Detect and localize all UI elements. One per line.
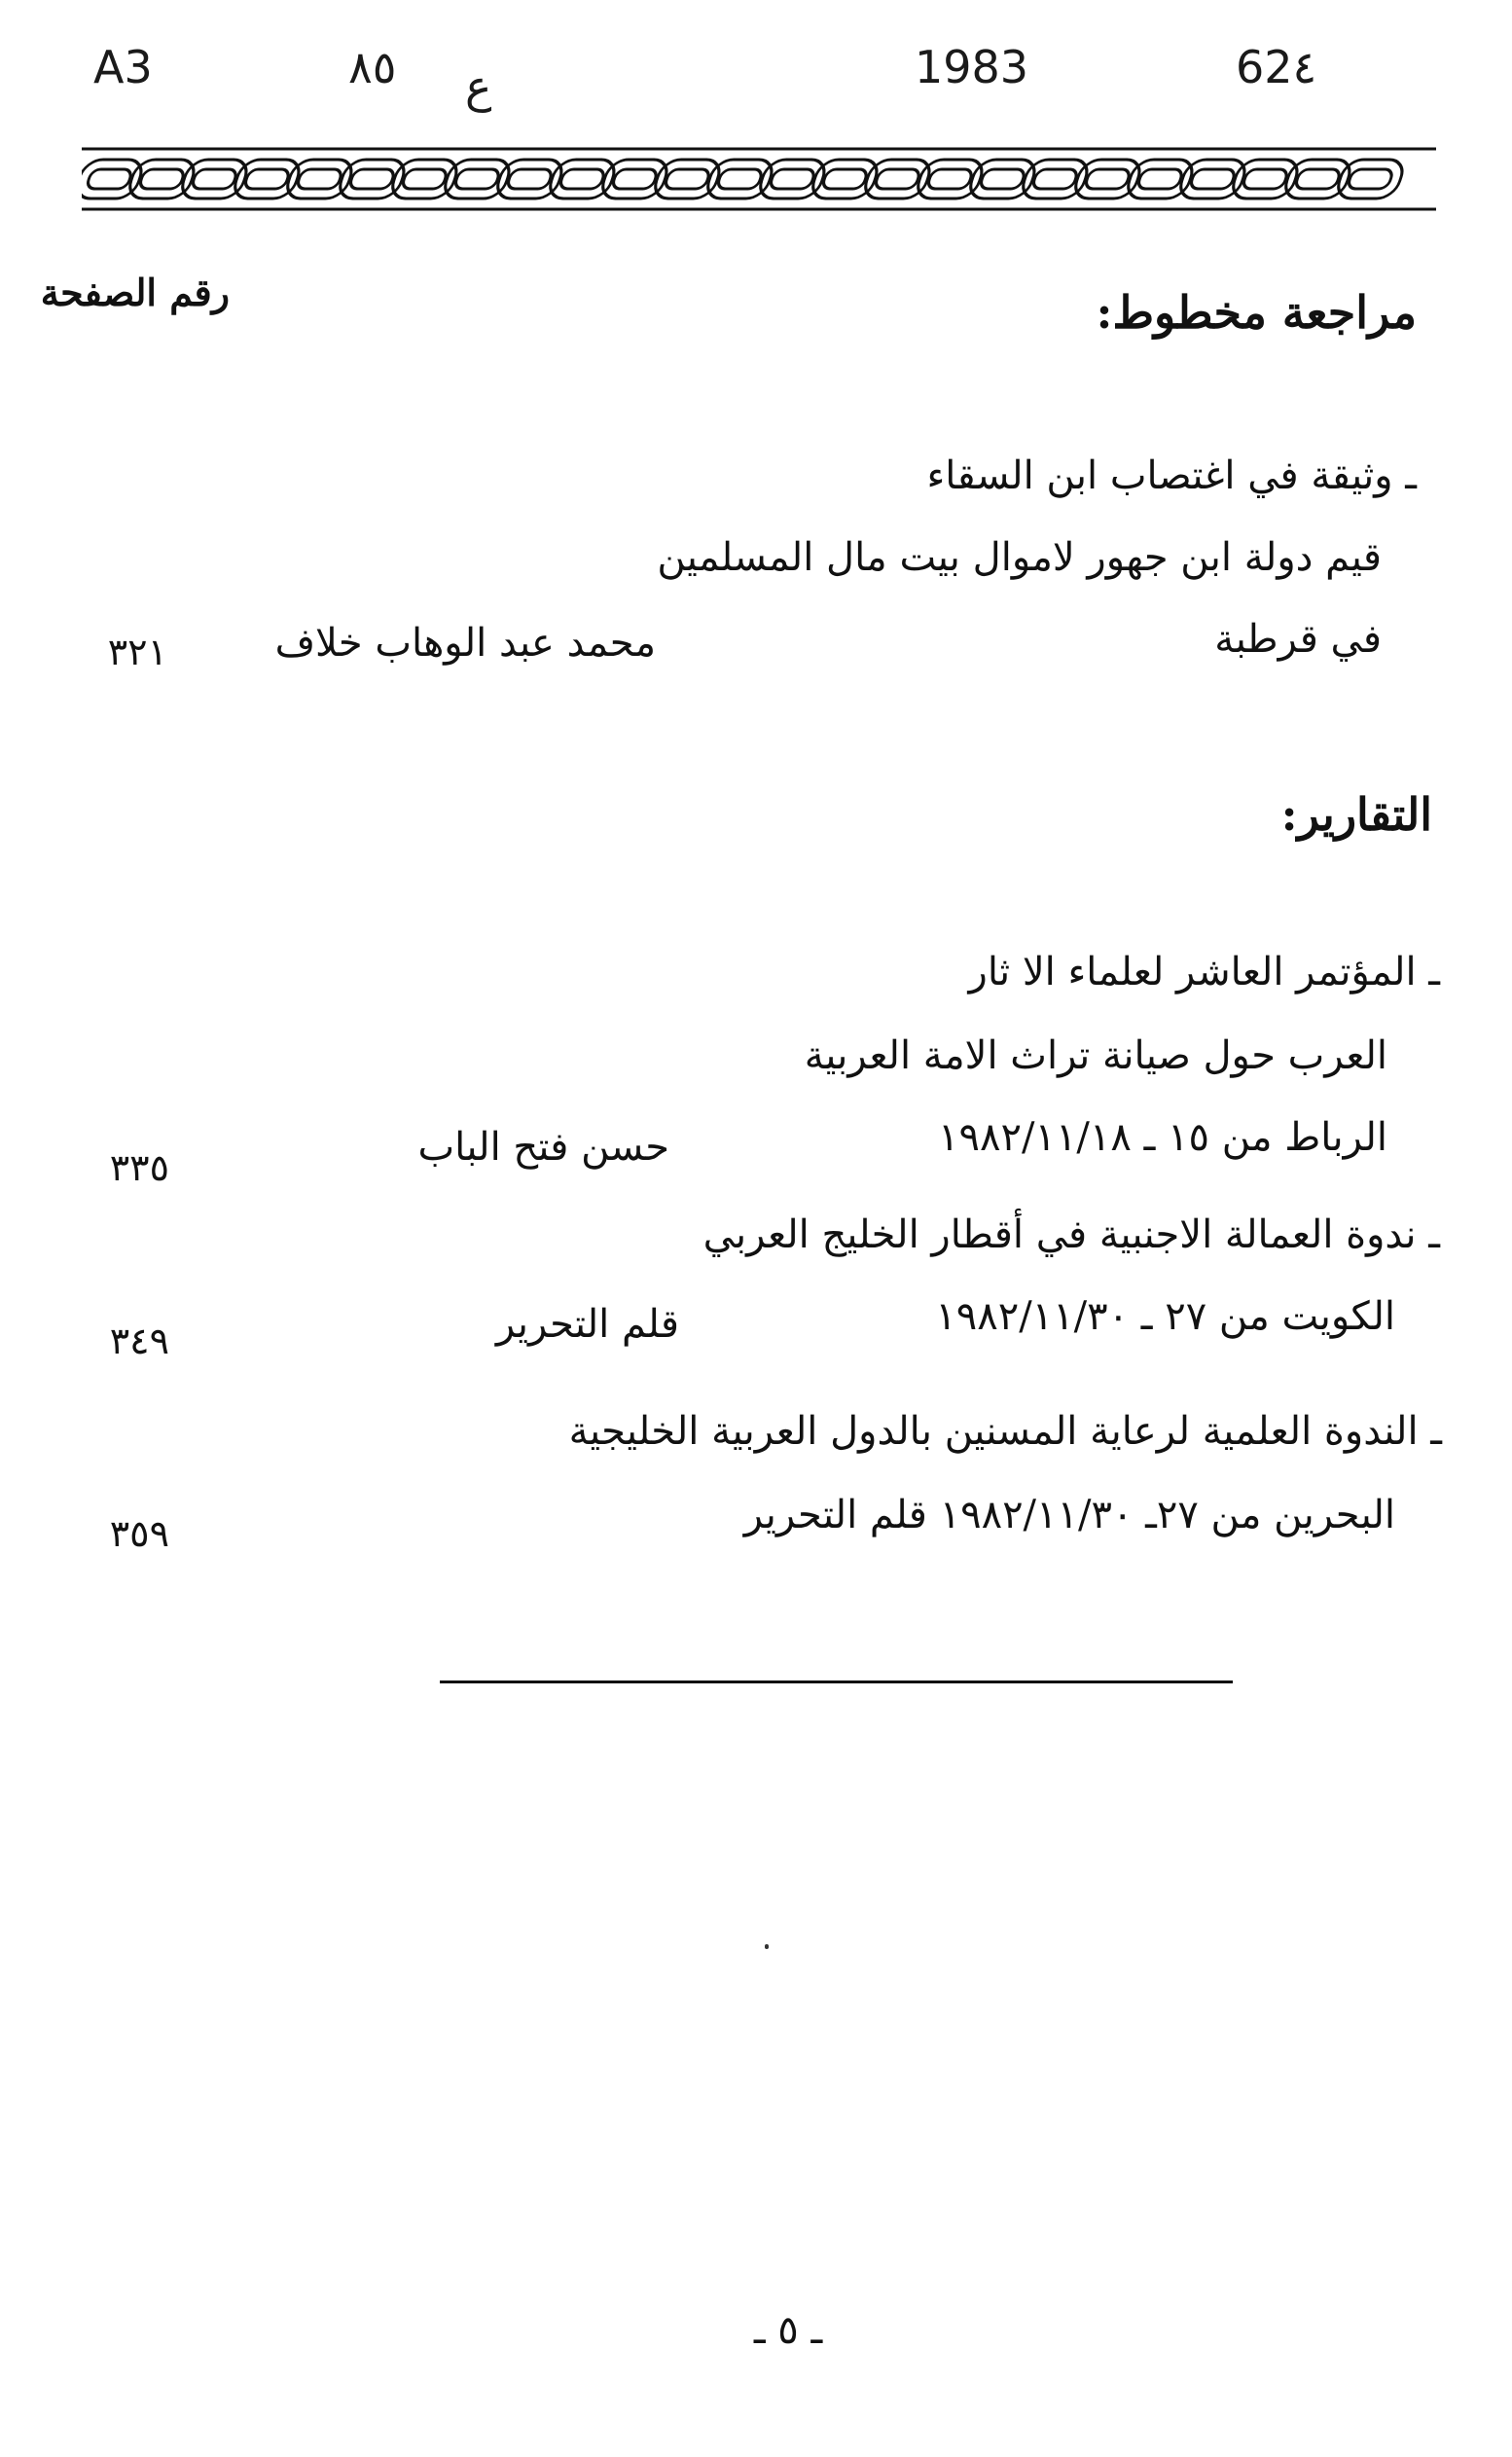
entry-page-number: ٣٥٩ <box>109 1512 169 1555</box>
chain-link <box>756 160 829 199</box>
chain-link-inner <box>821 169 868 189</box>
chain-link <box>336 160 409 199</box>
chain-link-inner <box>979 169 1026 189</box>
chain-link <box>1019 160 1092 199</box>
chain-link-inner <box>558 169 605 189</box>
chain-link-inner <box>1189 169 1236 189</box>
chain-link <box>598 160 671 199</box>
handwritten-year: 1983 <box>915 41 1029 93</box>
chain-link-inner <box>348 169 395 189</box>
chain-link <box>703 160 776 199</box>
chain-link <box>1229 160 1302 199</box>
chain-link-inner <box>664 169 710 189</box>
chain-link <box>82 160 146 199</box>
chain-link-inner <box>296 169 342 189</box>
chain-link-inner <box>1136 169 1183 189</box>
entry-line: ـ المؤتمر العاشر لعلماء الا ثار <box>968 950 1440 994</box>
chain-link <box>493 160 566 199</box>
chain-link <box>178 160 251 199</box>
chain-link-inner <box>138 169 185 189</box>
chain-link-inner <box>716 169 763 189</box>
chain-link <box>231 160 304 199</box>
chain-link-inner <box>453 169 500 189</box>
entry-line: ـ الندوة العلمية لرعاية المسنين بالدول العربية الخليجية <box>568 1409 1442 1454</box>
entry-page-number: ٣٢١ <box>107 631 167 673</box>
chain-link-inner <box>611 169 658 189</box>
section-divider <box>440 1680 1233 1683</box>
chain-link-inner <box>1347 169 1393 189</box>
chain-link-inner <box>769 169 815 189</box>
chain-link-inner <box>86 169 132 189</box>
chain-link <box>966 160 1039 199</box>
chain-link-inner <box>1294 169 1341 189</box>
entry-author: قلم التحرير <box>495 1302 679 1347</box>
chain-link-inner <box>506 169 553 189</box>
chain-link <box>914 160 987 199</box>
chain-link-inner <box>1242 169 1288 189</box>
entry-line: في قرطبة <box>1214 617 1382 662</box>
entry-line: ـ وثيقة في اغتصاب ابن السقاء <box>926 453 1417 498</box>
entry-page-number: ٣٣٥ <box>109 1146 169 1189</box>
chain-link <box>126 160 198 199</box>
entry-author: حسن فتح الباب <box>417 1125 669 1170</box>
chain-link-inner <box>1084 169 1131 189</box>
chain-link-inner <box>1031 169 1078 189</box>
chain-link-inner <box>926 169 973 189</box>
chain-link <box>1071 160 1144 199</box>
chain-link <box>546 160 619 199</box>
section-heading-reports: التقارير: <box>1280 788 1432 841</box>
entry-line: قيم دولة ابن جهور لاموال بيت مال المسلمين <box>657 535 1382 580</box>
chain-link <box>1281 160 1354 199</box>
entry-line: الرباط من ١٥ ـ ١٩٨٢/١١/١٨ <box>938 1115 1387 1160</box>
chain-link-inner <box>191 169 237 189</box>
handwritten-code: A3 <box>93 41 153 93</box>
speck-mark <box>765 1944 769 1949</box>
entry-page-number: ٣٤٩ <box>109 1319 169 1362</box>
chain-link <box>1334 160 1407 199</box>
chain-link-inner <box>874 169 920 189</box>
section-heading-manuscript-review: مراجعة مخطوط: <box>1096 286 1417 339</box>
entry-line: الكويت من ٢٧ ـ ١٩٨٢/١١/٣٠ <box>935 1294 1395 1339</box>
entry-line: ـ ندوة العمالة الاجنبية في أقطار الخليج العربي <box>702 1212 1440 1257</box>
handwritten-reference: 62٤ <box>1236 41 1317 93</box>
chain-link <box>809 160 882 199</box>
chain-link <box>861 160 934 199</box>
page-number-column-label: رقم الصفحة <box>40 271 230 314</box>
chain-link-inner <box>243 169 290 189</box>
entry-line: البحرين من ٢٧ـ ١٩٨٢/١١/٣٠ قلم التحرير <box>743 1493 1395 1537</box>
handwritten-number: ٨٥ <box>348 41 397 93</box>
entry-line: العرب حول صيانة تراث الامة العربية <box>804 1033 1387 1078</box>
chain-link <box>1124 160 1197 199</box>
chain-border-ornament <box>82 146 1436 212</box>
chain-link <box>283 160 356 199</box>
chain-link <box>441 160 514 199</box>
chain-link <box>1176 160 1249 199</box>
chain-link <box>388 160 461 199</box>
page-number: ـ ٥ ـ <box>753 2308 823 2353</box>
chain-link <box>651 160 724 199</box>
entry-author: محمد عبد الوهاب خلاف <box>274 621 656 666</box>
chain-link-inner <box>401 169 448 189</box>
handwritten-letter: ع <box>465 60 492 113</box>
